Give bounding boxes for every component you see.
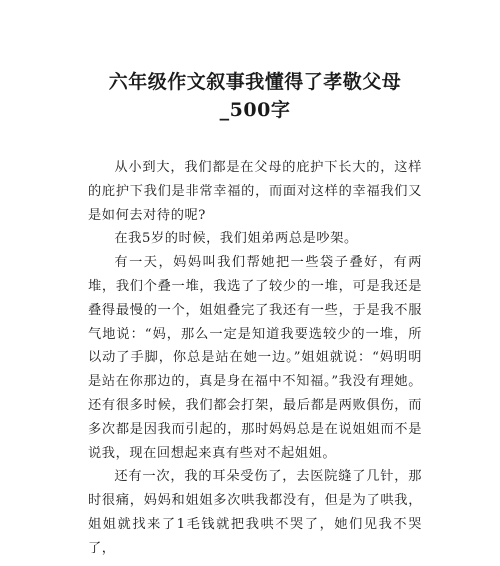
document-body [88,156,422,561]
paragraph-1: 从小到大，我们都是在父母的庇护下长大的，这样的庇护下我们是非常幸福的，而面对这样的幸福我们又是如何去对待的呢? [88,160,422,223]
paragraph-4: 还有一次，我的耳朵受伤了，去医院缝了几针，那时很痛，妈妈和姐姐多次哄我都没有，但是为了哄我，姐姐就找来了1毛钱就把我哄不哭了，她们见我不哭了， [88,469,422,556]
document-title: 六年级作文叙事我懂得了孝敬父母_500字 [108,71,402,121]
paragraph-3: 有一天，妈妈叫我们帮她把一些袋子叠好，有两堆，我们个叠一堆，我选了了较少的一堆，可是我还是叠得最慢的一个，姐姐叠完了我还有一些，于是我不服气地说：“妈，那么一定是知道我要选较少的一堆，所以动了手脚，你总是站在她一边。”姐姐就说：“妈明明是站在你那边的，真是身在福中不知福。”我没有理她。还有很多时候，我们都会打架，最后都是两败俱伤，而多次都是因我而引起的，那时妈妈总是在说姐姐而不是说我，现在回想起来真有些对不起姐姐。 [88,255,422,461]
paragraph-2: 在我5岁的时候，我们姐弟两总是吵架。 [114,231,358,247]
